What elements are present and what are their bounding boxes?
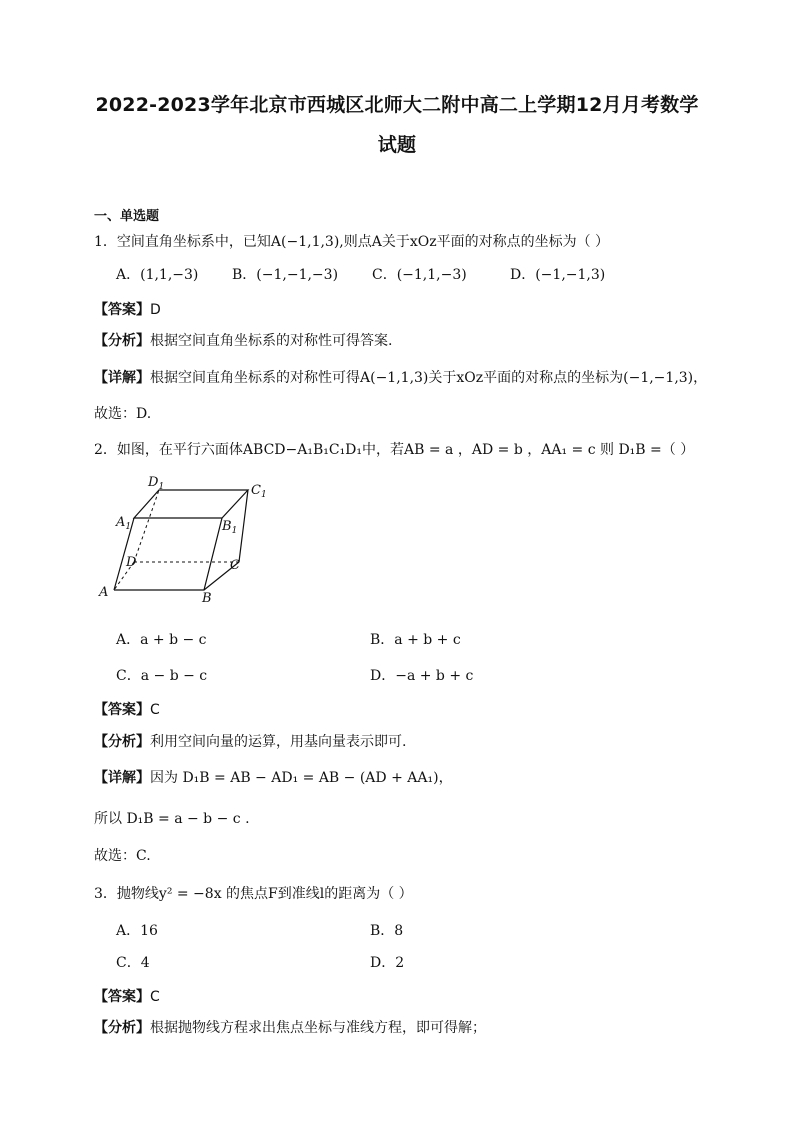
edge-d-d1-hidden [134,490,159,562]
analysis-tag: 【分析】 [94,333,150,349]
analysis-tag: 【分析】 [94,1020,150,1036]
edge-c-c1 [239,490,248,562]
q1-detail-row [94,367,707,387]
q3-answer: C [150,989,160,1005]
doc-title-line1: 2022-2023学年北京市西城区北师大二附中高二上学期12月月考数学 [95,94,699,116]
q3-stem: 3．抛物线y² = −8x 的焦点F到准线l的距离为（ ） [94,886,413,902]
q1-option-d: D．(−1,−1,3) [510,267,606,283]
q2-analysis: 利用空间向量的运算，用基向量表示即可. [150,734,407,750]
q2-answer: C [150,702,160,718]
label-B: B [202,591,212,606]
label-A: A [99,585,109,600]
q2-stem [94,439,694,459]
q2-detail: 因为 D₁B = AB − AD₁ = AB − (AD + AA₁)， [150,770,453,786]
edge-b-b1 [204,518,222,590]
q1-detail: 根据空间直角坐标系的对称性可得A(−1,1,3)关于xOz平面的对称点的坐标为(−1,−1,3)， [150,370,708,386]
label-C1: $C_1$ [251,483,267,500]
q2-option-c: C．a − b − c [116,668,208,684]
answer-tag: 【答案】 [94,302,150,318]
q1-analysis: 根据空间直角坐标系的对称性可得答案. [150,333,393,349]
detail-tag: 【详解】 [94,770,150,786]
top-face [134,490,248,518]
q2-detail-row [94,767,453,787]
answer-tag: 【答案】 [94,702,150,718]
q2-option-d: D．−a + b + c [370,668,474,684]
doc-title-line2: 试题 [377,134,417,156]
analysis-tag: 【分析】 [94,734,150,750]
q2-answer-row [94,699,160,719]
q2-detail-2: 所以 D₁B = a − b − c . [94,811,250,827]
label-A1: $A_1$ [116,515,132,532]
q1-option-b: B．(−1,−1,−3) [232,267,339,283]
q2-stem-prefix: 2．如图，在平行六面体ABCD−A₁B₁C₁D₁中，若 [94,442,405,458]
q1-stem: 1．空间直角坐标系中，已知A(−1,1,3),则点A关于xOz平面的对称点的坐标为（ ） [94,234,610,250]
q3-answer-row [94,986,160,1006]
q1-option-a: A．(1,1,−3) [116,267,199,283]
q3-analysis: 根据抛物线方程求出焦点坐标与准线方程，即可得解； [150,1020,486,1036]
q1-conclusion: 故选：D. [94,406,152,422]
section-heading: 一、单选题 [94,209,160,224]
q1-option-c: C．(−1,1,−3) [372,267,467,283]
label-C: C [230,558,240,573]
label-D1: $D_1$ [148,475,165,492]
q3-analysis-row [94,1017,486,1037]
q3-option-d: D．2 [370,955,405,971]
q2-option-b: B．a + b + c [370,632,461,648]
parallelepiped-figure [96,472,281,607]
q3-option-a: A．16 [116,923,158,939]
detail-tag: 【详解】 [94,370,150,386]
answer-tag: 【答案】 [94,989,150,1005]
q2-stem-conds: AB = a ，AD = b ，AA₁ = c 则 D₁B =（ ） [404,442,695,458]
q3-option-c: C．4 [116,955,150,971]
q1-analysis-row [94,330,392,350]
q3-option-b: B．8 [370,923,404,939]
q2-option-a: A．a + b − c [116,632,207,648]
q2-conclusion: 故选：C. [94,848,151,864]
q1-answer: D [150,302,161,318]
q1-answer-row [94,299,161,319]
label-B1: $B_1$ [222,519,238,536]
q2-analysis-row [94,731,406,751]
label-D: D [126,555,137,570]
